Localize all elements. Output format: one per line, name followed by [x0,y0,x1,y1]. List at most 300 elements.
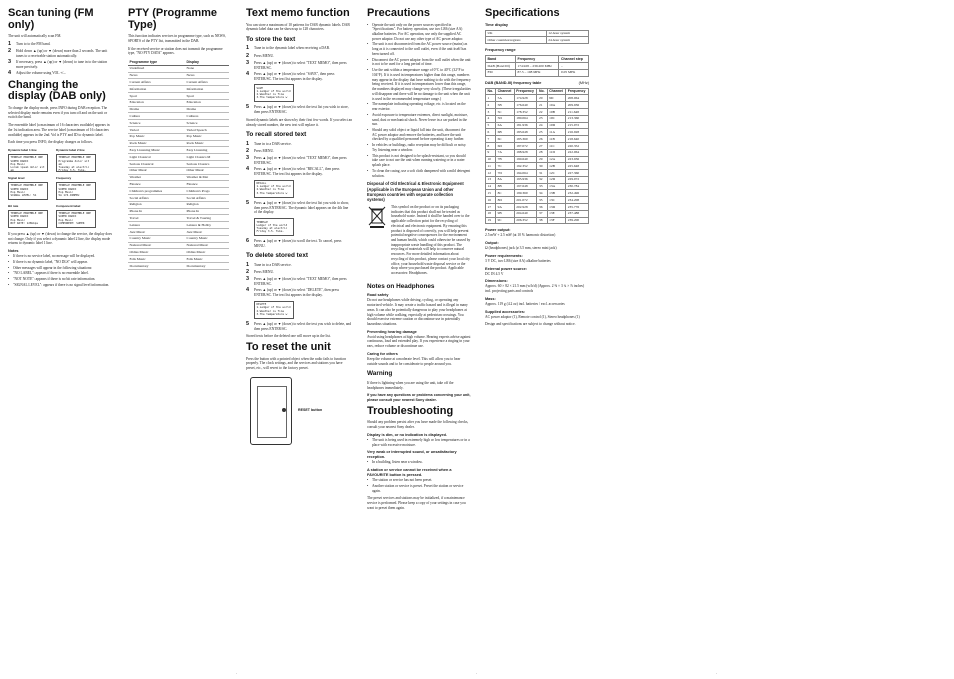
road-heading: Road safety [367,293,389,298]
list-item: 4 Press ▲ (up) or ▼ (down) to select "SAVE", then press ENTER/SC. The text list appears in the display. [246,70,335,81]
table-row [486,108,589,115]
list-item: 1 Tune in to a DAB service. [246,140,292,147]
table-cell: 13A [547,183,566,190]
column-2 [128,8,229,274]
table-cell: 3 [486,108,496,115]
notes-heading: Notes [8,249,19,254]
pty-p2: If the received service or station does not transmit the programme type, "NO PTY DATA" appears. [128,46,223,56]
table-cell: Sport [185,93,229,100]
table-cell: 8 [486,142,496,149]
time-heading: Time display [485,22,508,27]
table-cell: Weather & Met [185,174,229,181]
table-row [128,208,229,215]
table-cell: 13D [547,204,566,211]
recall-steps [246,142,352,177]
questions-text: If you have any questions or problems concerning your unit, please consult your nearest Sony dealer. [367,393,471,403]
table-cell: Pop Music [128,133,185,140]
table-cell: 10A [547,102,566,109]
table-cell: Leisure & Hobby [185,222,229,229]
accessories-heading: Supplied accessories: [485,309,526,314]
list-item: 3 Press ▲ (up) or ▼ (down) to select "TEXT MEMO", then press ENTER/SC. [246,60,347,70]
dab-heading: DAB (BAND-III) frequency table (MHz) [485,80,589,85]
table-cell: Current Affairs [185,79,229,86]
column-1 [8,8,113,291]
pty-p1: This function indicates services in programme type, such as NEWS, SPORTS of the PTY list, transmitted in the DAB. [128,34,226,43]
table-header: Frequency [514,88,537,95]
specs-outro: Design and specifications are subject to change without notice. [485,322,576,327]
list-item: • The unit is being used in extremely high or low temperatures or in a place with excessive moisture. [367,438,471,447]
list-item: 4 Adjust the volume using VOL +/–. [8,70,66,77]
notes-list [8,254,113,287]
scan-steps [8,42,113,77]
table-cell: Phone In [185,208,229,215]
table-cell: 209.936 [566,102,589,109]
dim-heading: Dimensions: [485,279,508,284]
table-cell: 17 [486,204,496,211]
table-cell: 215.072 [566,122,589,129]
store-note: Stored dynamic labels are shown by their first few words. If you select an already stored number, the new text will replace it. [246,117,352,127]
table-cell: Country Music [128,235,185,242]
list-item: 2 Press MENU. [246,52,274,59]
list-item: 5 Press ▲ (up) or ▼ (down) to select the text list you wish to show, then press ENTER/SC. The dynamic label appears on the 4th line of the display. [246,199,350,215]
table-cell: 213.360 [566,115,589,122]
table-cell: 10C [547,115,566,122]
table-cell: 23 [537,115,547,122]
table-row: Other countries/regions 24-hour system [486,37,589,44]
display-p3: Each time you press INFO, the display changes as follows. [8,140,93,145]
table-cell: 26 [537,136,547,143]
table-row [128,222,229,229]
list-item: 6 Press ▲ (up) or ▼ (down) to scroll the text. To cancel, press MENU. [246,238,342,248]
table-row [128,106,229,113]
table-cell: 29 [537,156,547,163]
store-heading: To store the text [246,36,296,44]
table-cell: 6B [496,129,515,136]
radio-illustration [250,377,352,445]
list-item: • Disconnect the AC power adaptor from the wall outlet when the unit is not to be used for a long period of time. [367,58,471,67]
table-cell: 229.072 [566,176,589,183]
table-row [128,167,229,174]
table-row [486,156,589,163]
table-cell: Social Affairs [128,194,185,201]
headphones-heading: Notes on Headphones [367,282,435,290]
list-item: • "NO LABEL": appears if there is no ensemble label. [8,271,113,276]
table-header: No. [486,88,496,95]
table-cell: Drama [185,106,229,113]
table-cell: 15 [486,190,496,197]
table-row [128,133,229,140]
list-item: • If there is no dynamic label, "NO DLS" will appear. [8,260,113,265]
others-text: Keep the volume at a moderate level. This will allow you to hear outside sounds and to be considerate to people around you. [367,356,461,366]
table-cell: Finance [185,181,229,188]
table-cell: 7C [496,163,515,170]
table-row: UK 12-hour system [486,30,589,37]
list-item: 2 Hold down ▲ (up) or ▼ (down) more than 2 seconds. The unit tunes to a receivable station automatically. [8,48,108,58]
table-cell: 183.648 [514,129,537,136]
table-cell: 16 [486,197,496,204]
table-row [486,95,589,102]
table-cell: 13 [486,176,496,183]
table-header: Display [185,59,229,65]
lcd-panel: Dynamic label 1 line TENBSLE ENSEMBLE ONE SUPER RADIO Pop Music Lorem ipsum dolor sit am [8,149,56,172]
list-item: 4 Press ▲ (up) or ▼ (down) to select "RECALL", then press ENTER/SC. The text list appears in the display. [246,166,340,177]
table-cell: 206.352 [514,217,537,224]
power-req-text: 3 V DC, two LR6 (size AA) alkaline batteries [485,258,551,263]
table-row [128,113,229,120]
list-item: 5 Press ▲ (up) or ▼ (down) to select the text you wish to delete, and then press ENTER/SC. [246,320,352,331]
table-cell: Light Classical [128,154,185,161]
delete-heading: To delete stored text [246,252,309,260]
table-cell: Oldies Music [185,249,229,256]
table-cell: 38 [537,217,547,224]
table-cell: 8D [496,197,515,204]
table-cell: 11D [547,149,566,156]
table-cell: 202.928 [514,204,537,211]
table-row [128,194,229,201]
power-out-heading: Power output: [485,228,511,233]
table-cell: Information [185,86,229,93]
pty-table [128,59,229,270]
table-cell: 12B [547,163,566,170]
hearing-text: Avoid using headphones at high volume. Hearing experts advise against continuous, loud and extended play. If you experience a ringing in your ears, reduce volume or discontinue use. [367,334,471,349]
pty-title: PTY (Programme Type) [128,8,218,31]
table-cell: 5C [496,108,515,115]
output-text: Ω (headphones) jack (ø 3.5 mm, stereo mini jack) [485,246,557,251]
accessories-text: AC power adaptor (1), Remote control (1), Stereo headphones (1) [485,314,580,319]
table-cell: Weather [128,174,185,181]
table-header: No. [537,88,547,95]
list-item: • "NOT NOTE": appears if there is no bit rate information. [8,277,113,282]
reset-title: To reset the unit [246,341,331,354]
table-cell: 181.936 [514,122,537,129]
hearing-heading: Preventing hearing damage [367,329,417,334]
table-cell: 2 [486,102,496,109]
table-cell: 5B [496,102,515,109]
table-cell: 178.352 [514,108,537,115]
table-cell: 216.928 [566,129,589,136]
troubleshooting-title: Troubleshooting [367,404,454,417]
table-cell: 208.064 [566,95,589,102]
table-cell: 13C [547,197,566,204]
table-cell: 8A [496,176,515,183]
table-row: FM 87.5 – 108 MHz 0.05 MHz [486,69,589,76]
table-row [486,102,589,109]
table-row [128,147,229,154]
table-cell: 13B [547,190,566,197]
table-cell: 232.496 [566,190,589,197]
table-cell: 12C [547,170,566,177]
list-item: • In vehicles or buildings, radio reception may be difficult or noisy. Try listening near a window. [367,143,471,152]
page-mark: · [716,671,718,676]
table-cell: 34 [537,190,547,197]
table-cell: News [185,72,229,79]
table-row [128,242,229,249]
freq-table [485,55,589,76]
table-cell: Varied Speech [185,127,229,134]
table-cell: Folk Music [185,256,229,263]
list-item: • Operate the unit only on the power sources specified in "Specifications". For battery operation, use two LR6 (size AA) alkaline batteries. For AC operation, use only the supplied AC power adaptor. Do not use any other type of AC power adaptor. [367,23,471,42]
table-row [486,183,589,190]
table-cell: Education [185,99,229,106]
table-cell: Country Music [185,235,229,242]
table-cell: 1 [486,95,496,102]
table-row [128,160,229,167]
lcd-panel: Component label TENBSLE ENSEMBLE ONE SUPER RADIO Pop Music COMPONENT: SUPER [56,205,104,228]
table-cell: Cultures [185,113,229,120]
table-cell: 27 [537,142,547,149]
table-cell: 11A [547,129,566,136]
lcd-panel: Dynamic label 2 line TENBSLE ENSEMBLE ONE Programme dolor sit am Tuesday at electric Friday 3.5. Tuba. [56,149,104,172]
column-5 [485,8,589,330]
list-item: 1 Tune in to the dynamic label when receiving a DAB. [246,45,330,52]
table-cell: Religion [185,201,229,208]
reset-button[interactable] [282,408,286,412]
table-cell: 185.360 [514,136,537,143]
table-cell: 12 [486,170,496,177]
table-header: Programme type [128,59,185,65]
table-cell: 33 [537,183,547,190]
table-row [128,99,229,106]
table-cell: 201.072 [514,197,537,204]
table-row [128,154,229,161]
precautions-list [367,23,471,179]
table-cell: 225.648 [566,163,589,170]
table-cell: 9C [496,217,515,224]
memo-intro: You can store a maximum of 10 patterns for DAB dynamic labels. DAB dynamic label data can be shown up to 128 characters. [246,22,350,32]
table-cell: Other Music [185,167,229,174]
troubleshooting-outro: The preset services and stations may be initialized, if a maintenance service is performed. Please keep a copy of your settings in case you want to preset them again. [367,496,466,510]
table-cell: 187.072 [514,142,537,149]
dim-text: Approx. 60 × 82 × 21.5 mm (w/h/d) (Approx. 2 ⅜ × 3 ¼ × ⅞ inches) incl. projecting parts and controls [485,284,585,294]
table-row [128,256,229,263]
reset-button-label: RESET button [298,408,323,413]
table-cell: Rock Music [185,140,229,147]
table-cell: Religion [128,201,185,208]
page-mark: · [236,671,238,676]
lcd-panel: Frequency TENBSLE ENSEMBLE ONE SUPER RADIO Pop Music 5A 174.928MHz [56,177,104,200]
power-req-heading: Power requirements: [485,253,523,258]
page-mark: · [476,671,478,676]
list-item: • The station or service has not been preset. [367,478,471,483]
table-cell: 12A [547,156,566,163]
table-cell: Social Affairs [185,194,229,201]
table-row [128,201,229,208]
table-cell: 11C [547,142,566,149]
table-cell: News [128,72,185,79]
table-cell: 230.784 [566,183,589,190]
table-cell: Jazz Music [185,228,229,235]
table-row [486,217,589,224]
list-item: 1 Tune in to a DAB service. [246,261,292,268]
warning-text: If there is lightning when you are using the unit, take off the headphones immediately. [367,380,454,390]
table-cell: 5D [496,115,515,122]
table-cell: 190.640 [514,156,537,163]
table-cell: 5A [496,95,515,102]
table-cell: 222.064 [566,149,589,156]
radio-body [250,377,292,445]
table-cell: Education [128,99,185,106]
table-cell: 227.360 [566,170,589,177]
table-cell: Easy Listening Music [128,147,185,154]
table-cell: Light Classics M [185,154,229,161]
table-header: Frequency [515,56,559,63]
table-cell: 8C [496,190,515,197]
trouble-question: Very weak or interrupted sound, or unsatisfactory reception. [367,450,457,460]
table-row [128,140,229,147]
table-cell: Travel & Touring [185,215,229,222]
table-row [486,204,589,211]
list-item: 3 If necessary, press ▲ (up) or ▼ (down) to tune in to the station more precisely. [8,59,108,69]
table-row [486,170,589,177]
table-row [128,188,229,195]
list-item: • In a building, listen near a window. [367,460,471,465]
table-cell: 8B [496,183,515,190]
table-cell: 6 [486,129,496,136]
table-cell: 20 [537,95,547,102]
lcd-panel: TENBSLE Ledger of the world Tuesday at electric Friday 3.5. Tuba. [254,218,294,236]
table-cell: Finance [128,181,185,188]
table-row [486,115,589,122]
list-item: • To clean the casing, use a soft cloth dampened with a mild detergent solution. [367,169,471,178]
column-3 [246,8,352,449]
table-cell: Science [128,120,185,127]
table-cell: Current Affairs [128,79,185,86]
list-item: • This product is not designed to be splash-resistant, so you should take care to not use the unit when running watering or in a water splash place. [367,154,471,168]
table-cell: 25 [537,129,547,136]
table-cell: 11B [547,136,566,143]
table-cell: 6D [496,142,515,149]
table-cell: Oldies Music [128,249,185,256]
table-row [128,127,229,134]
table-cell: 188.928 [514,149,537,156]
table-cell: 239.200 [566,217,589,224]
table-row [486,142,589,149]
table-cell: 21 [537,102,547,109]
table-row [486,197,589,204]
list-item: • "SIGNAL LEVEL": appears if there is no signal level information. [8,283,113,288]
table-cell: 32 [537,176,547,183]
table-cell: 18 [486,210,496,217]
table-cell: Varied [128,127,185,134]
table-cell: 220.352 [566,142,589,149]
table-cell: 223.936 [566,156,589,163]
table-cell: 6A [496,122,515,129]
road-text: Do not use headphones while driving, cycling, or operating any motorized vehicle. It may create a traffic hazard and is illegal in many areas. It can also be potentially dangerous to play your headphones at high volume while walking, especially at pedestrian crossings. You should exercise extreme caution or discontinue use in potentially hazardous situations. [367,298,468,327]
table-cell: National Music [128,242,185,249]
table-row [128,235,229,242]
table-row [128,215,229,222]
table-row [128,65,229,72]
warning-heading: Warning [367,370,393,378]
table-cell: 30 [537,163,547,170]
table-cell: Serious Classics [185,160,229,167]
dab-table [485,88,589,225]
table-cell: Other Music [128,167,185,174]
table-cell: 235.776 [566,204,589,211]
table-cell: 9B [496,210,515,217]
table-header: Frequency [566,88,589,95]
lcd-panel: DELETE 1.Ledger of the world 2.Weather is fine 3.The temperature w [254,301,294,319]
display-p4: If you press ▲ (up) or ▼ (down) to change the service, the display does not change. Only if you select a dynamic label 2 line, the display mode returns to dynamic label 1 line. [8,231,113,246]
list-item: • Another station or service is preset. Preset the station or service again. [367,484,471,493]
table-cell: 237.488 [566,210,589,217]
table-cell: 36 [537,204,547,211]
table-cell: Drama [128,106,185,113]
table-cell: National Music [185,242,229,249]
table-cell: 10D [547,122,566,129]
table-row [486,176,589,183]
table-cell: 22 [537,108,547,115]
reset-text: Press the button with a pointed object when the radio fails to function properly. The clock settings, and the services and stations you have preset, etc., will revert to the factory preset. [246,356,347,371]
table-cell: 14 [486,183,496,190]
list-item: 5 Press ▲ (up) or ▼ (down) to select the text list you wish to store, then press ENTER/SC. [246,104,349,115]
ext-text: DC IN 4.5 V [485,271,504,276]
table-cell: Undefined [128,65,185,72]
table-cell: 180.064 [514,115,537,122]
table-cell: 10B [547,108,566,115]
table-cell: Phone In [128,208,185,215]
table-cell: 192.352 [514,163,537,170]
memo-title: Text memo function [246,8,350,19]
table-cell: 10 [486,156,496,163]
table-cell: 9D [547,95,566,102]
mass-heading: Mass: [485,296,496,301]
table-row [128,79,229,86]
others-heading: Caring for others [367,351,398,356]
scan-title: Scan tuning (FM only) [8,8,94,31]
table-cell: 218.640 [566,136,589,143]
time-table [485,30,589,45]
list-item: 2 Press MENU. [246,148,274,155]
lcd-panel: Bit rate TENBSLE ENSEMBLE ONE SUPER RADIO Pop Music BIT RATE: 128kbps [8,205,56,228]
table-cell: Science [185,120,229,127]
table-row [128,72,229,79]
table-cell: Sport [128,93,185,100]
crossed-bin-icon [367,205,387,229]
table-cell: Serious Classical [128,160,185,167]
table-cell: 176.640 [514,102,537,109]
freq-heading: Frequency range [485,48,516,53]
table-cell: 195.936 [514,176,537,183]
disposal-heading: Disposal of Old Electrical & Electronic Equipment (Applicable in the European Union and other European countries with separate collection systems) [367,181,464,203]
display-p1: To change the display mode, press INFO during DAB reception. The selected display mode remains even if you turn off and on the unit or switch the band. [8,105,108,120]
display-title: Changing the display (DAB only) [8,78,106,103]
delete-steps [246,263,352,298]
recall-heading: To recall stored text [246,131,307,139]
table-row [486,136,589,143]
table-cell: None [185,65,229,72]
table-cell: 31 [537,170,547,177]
trouble-question: Display is dim, or no indication is displayed. [367,432,447,437]
table-cell: Pop Music [185,133,229,140]
table-row [128,120,229,127]
table-header: Channel step [559,56,589,63]
table-cell: 7D [496,170,515,177]
table-row [486,129,589,136]
table-cell: Easy Listening [185,147,229,154]
table-cell: 28 [537,149,547,156]
table-cell: 234.208 [566,197,589,204]
output-heading: Output: [485,241,499,246]
store-steps [246,46,352,81]
table-cell: 9 [486,149,496,156]
table-row [486,122,589,129]
table-cell: 197.648 [514,183,537,190]
table-cell: 7B [496,156,515,163]
table-cell: 24 [537,122,547,129]
table-cell: Jazz Music [128,228,185,235]
list-item: • The nameplate indicating operating voltage, etc. is located on the rear exterior. [367,102,471,111]
